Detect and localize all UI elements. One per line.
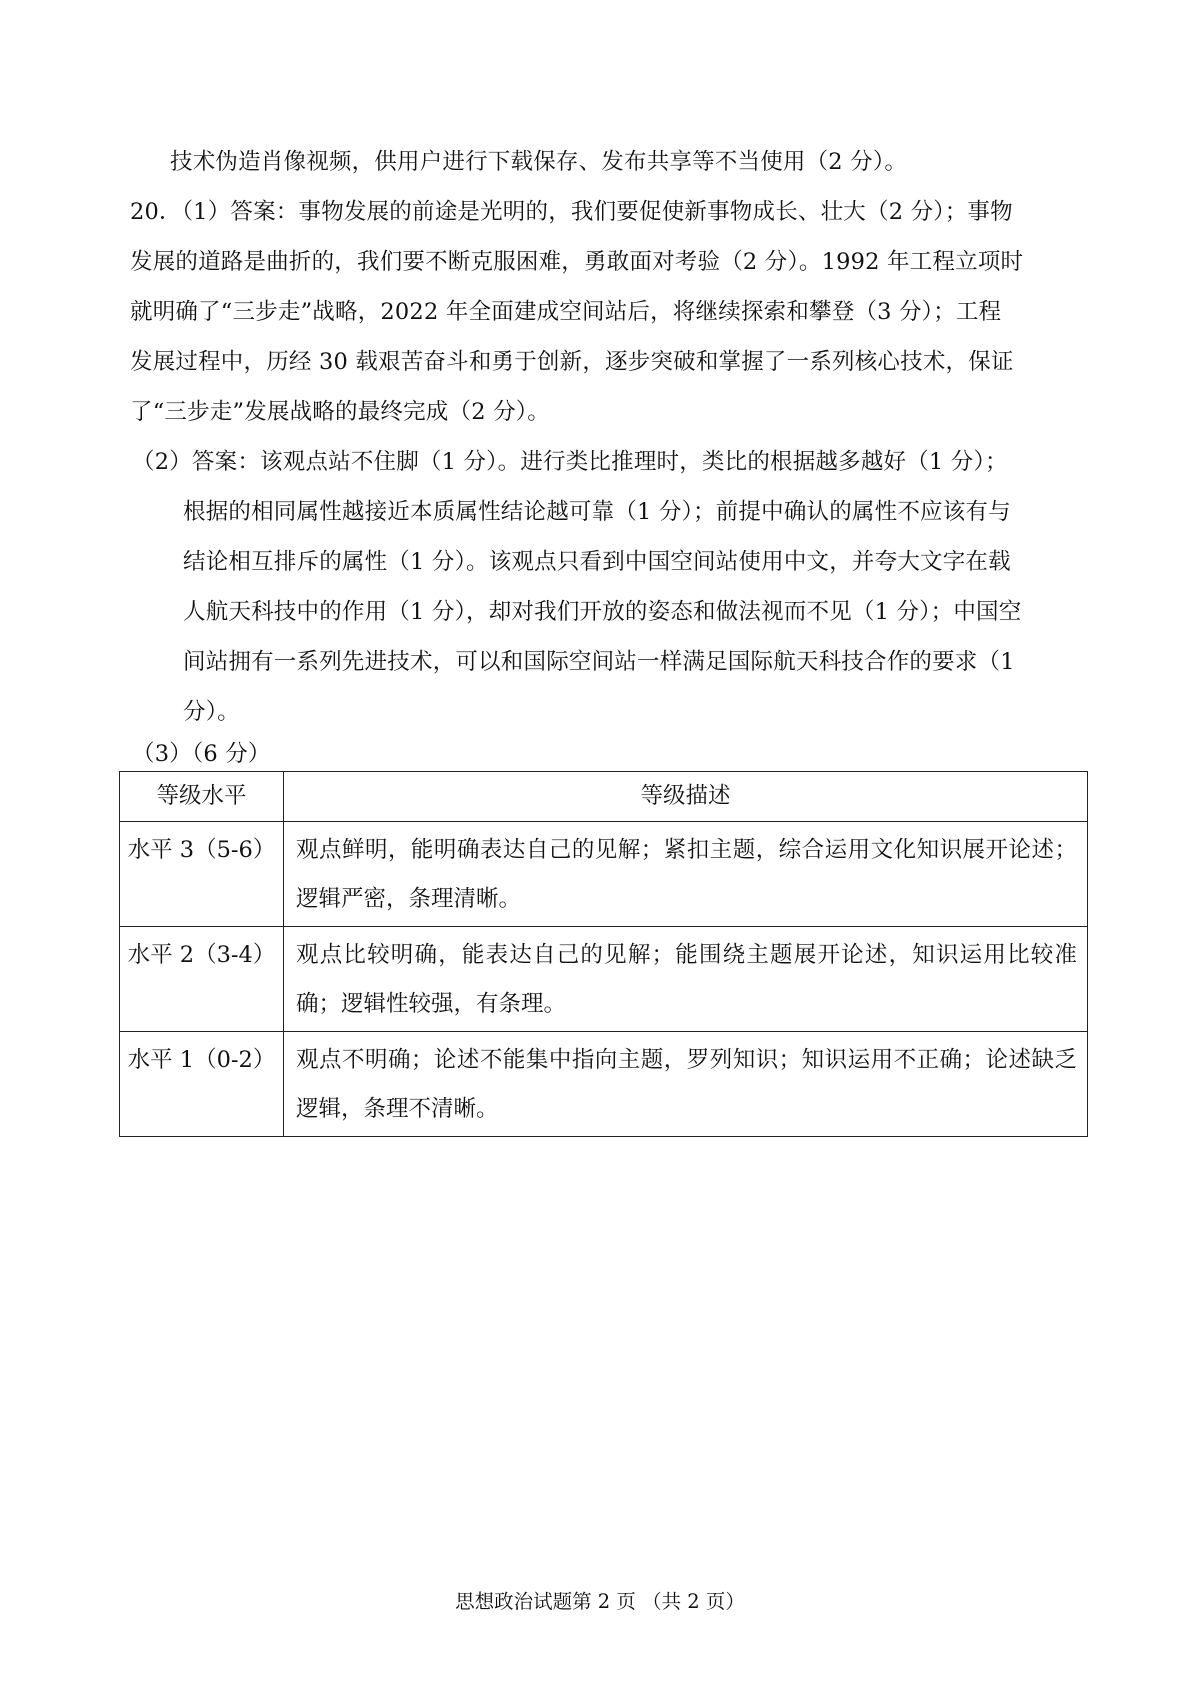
scoring-rubric-table bbox=[119, 771, 1088, 1137]
q20-part3-heading: （3）（6 分） bbox=[132, 741, 271, 767]
q20-part2-line: （2）答案：该观点站不住脚（1 分）。进行类比推理时，类比的根据越多越好（1 分）； bbox=[132, 449, 1008, 475]
table-row bbox=[120, 1032, 1088, 1137]
table-row bbox=[120, 927, 1088, 1032]
q20-part1-line: 20．（1）答案：事物发展的前途是光明的，我们要促使新事物成长、壮大（2 分）；事物 bbox=[130, 199, 1013, 225]
q20-part2-line: 根据的相同属性越接近本质属性结论越可靠（1 分）；前提中确认的属性不应该有与 bbox=[183, 499, 1011, 525]
q20-part2-line: 结论相互排斥的属性（1 分）。该观点只看到中国空间站使用中文，并夸大文字在载 bbox=[183, 549, 1011, 575]
description-cell: 观点鲜明，能明确表达自己的见解；紧扣主题，综合运用文化知识展开论述；逻辑严密，条理清晰。 bbox=[284, 822, 1088, 927]
q20-part1-line: 发展过程中，历经 30 载艰苦奋斗和勇于创新，逐步突破和掌握了一系列核心技术，保证 bbox=[130, 349, 1014, 375]
level-cell: 水平 3（5-6） bbox=[120, 822, 284, 927]
description-cell: 观点比较明确，能表达自己的见解；能围绕主题展开论述，知识运用比较准确；逻辑性较强，有条理。 bbox=[284, 927, 1088, 1032]
table-header-row bbox=[120, 772, 1088, 822]
level-cell: 水平 2（3-4） bbox=[120, 927, 284, 1032]
q20-part2-line: 人航天科技中的作用（1 分），却对我们开放的姿态和做法视而不见（1 分）；中国空 bbox=[183, 599, 1022, 625]
level-cell: 水平 1（0-2） bbox=[120, 1032, 284, 1137]
q20-part1-line: 发展的道路是曲折的，我们要不断克服困难，勇敢面对考验（2 分）。1992 年工程立项时 bbox=[130, 249, 1024, 275]
column-header-level: 等级水平 bbox=[120, 772, 284, 822]
table-row bbox=[120, 822, 1088, 927]
column-header-description: 等级描述 bbox=[284, 772, 1088, 822]
q20-part2-line: 间站拥有一系列先进技术，可以和国际空间站一样满足国际航天科技合作的要求（1 bbox=[183, 649, 1015, 675]
q19-answer-tail: 技术伪造肖像视频，供用户进行下载保存、发布共享等不当使用（2 分）。 bbox=[170, 149, 908, 175]
page-footer: 思想政治试题第 2 页 （共 2 页） bbox=[455, 1590, 745, 1613]
description-cell: 观点不明确；论述不能集中指向主题，罗列知识；知识运用不正确；论述缺乏逻辑，条理不清晰。 bbox=[284, 1032, 1088, 1137]
q20-part1-line: 了“三步走”发展战略的最终完成（2 分）。 bbox=[130, 399, 550, 425]
q20-part2-line: 分）。 bbox=[183, 699, 240, 725]
q20-part1-line: 就明确了“三步走”战略，2022 年全面建成空间站后，将继续探索和攀登（3 分）；工程 bbox=[130, 299, 1002, 325]
